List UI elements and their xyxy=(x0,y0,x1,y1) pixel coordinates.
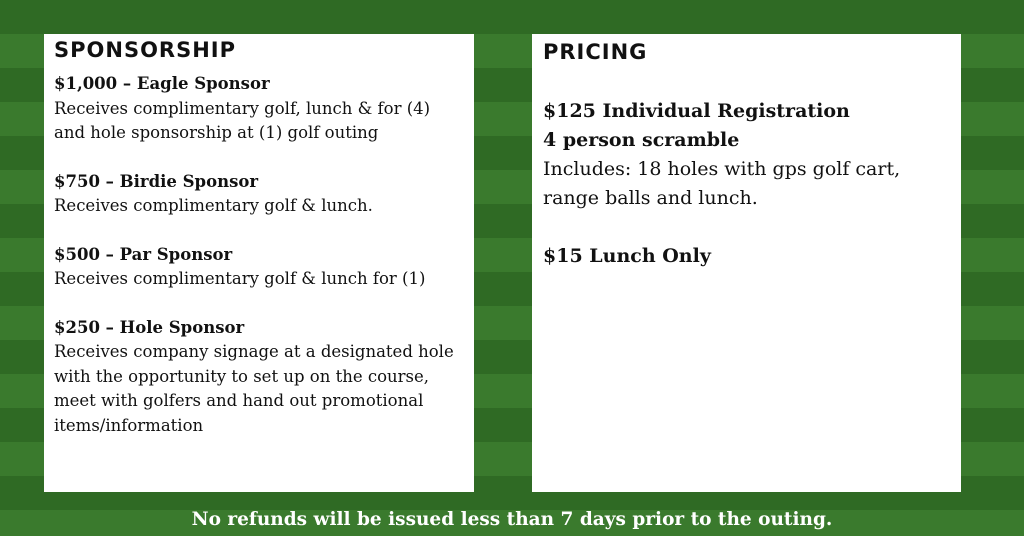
tier-description: Receives complimentary golf & lunch for (1) xyxy=(54,269,426,288)
tier-description: Receives complimentary golf, lunch & for (4) and hole sponsorship at (1) golf outing xyxy=(54,98,431,142)
sponsor-tier-eagle xyxy=(54,72,464,146)
individual-registration-title: $125 Individual Registration xyxy=(543,100,850,122)
sponsorship-card xyxy=(44,34,474,492)
tier-title: $1,000 – Eagle Sponsor xyxy=(54,74,270,93)
lunch-only-price: $15 Lunch Only xyxy=(543,245,711,267)
tier-description: Receives company signage at a designated hole with the opportunity to set up on the course, meet with golfers and hand out promotional items/information xyxy=(54,342,454,435)
sponsor-tier-birdie xyxy=(54,170,464,219)
includes-text: Includes: 18 holes with gps golf cart, range balls and lunch. xyxy=(543,158,901,209)
sponsor-tier-hole xyxy=(54,316,464,439)
pricing-card xyxy=(532,34,961,492)
scramble-format: 4 person scramble xyxy=(543,129,740,151)
tier-title: $250 – Hole Sponsor xyxy=(54,317,245,337)
individual-registration xyxy=(543,97,950,213)
sponsorship-heading: SPONSORSHIP xyxy=(54,38,236,62)
sponsor-tier-par xyxy=(54,243,464,292)
tier-description: Receives complimentary golf & lunch. xyxy=(54,196,373,215)
tier-title: $750 – Birdie Sponsor xyxy=(54,171,259,191)
refund-policy-note: No refunds will be issued less than 7 days prior to the outing. xyxy=(191,509,833,530)
pricing-heading: PRICING xyxy=(543,40,648,64)
tier-title: $500 – Par Sponsor xyxy=(54,244,233,264)
